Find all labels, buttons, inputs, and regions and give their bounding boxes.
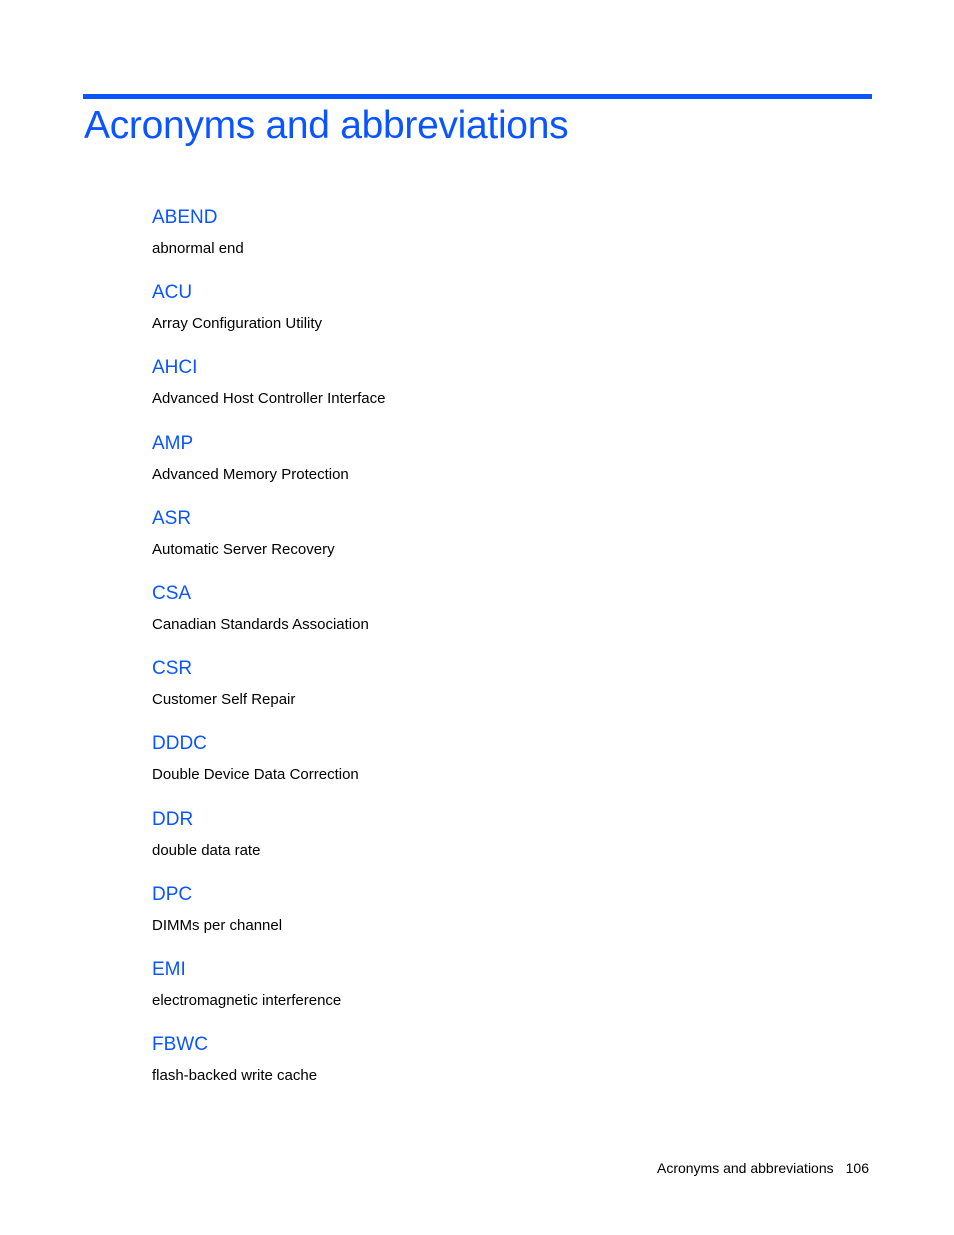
acronym-term[interactable]: ACU	[152, 282, 193, 304]
acronym-definition: abnormal end	[152, 240, 244, 257]
page-footer	[657, 1157, 869, 1179]
acronym-term[interactable]: CSR	[152, 658, 193, 680]
acronym-entry	[152, 430, 852, 505]
acronym-definition: Advanced Host Controller Interface	[152, 390, 386, 408]
acronym-definition: Automatic Server Recovery	[152, 540, 335, 558]
acronym-entry	[152, 204, 852, 279]
acronym-definition: Double Device Data Correction	[152, 766, 359, 784]
acronym-term[interactable]: CSA	[152, 582, 192, 604]
acronym-entry	[152, 505, 852, 580]
acronym-definition: Canadian Standards Association	[152, 615, 369, 633]
acronym-entry	[152, 1031, 852, 1106]
acronym-definition: DIMMs per channel	[152, 916, 283, 934]
acronym-entry	[152, 655, 852, 730]
acronym-term[interactable]: AHCI	[152, 357, 198, 379]
acronym-entry	[152, 956, 852, 1031]
acronym-definition: flash-backed write cache	[152, 1067, 318, 1085]
acronym-term[interactable]: ABEND	[152, 207, 218, 228]
acronym-entry	[152, 881, 852, 956]
acronym-term[interactable]: EMI	[152, 958, 186, 980]
footer-section-title: Acronyms and abbreviations	[656, 1160, 834, 1176]
page-number: 106	[845, 1160, 869, 1176]
acronym-term[interactable]: DPC	[152, 883, 193, 905]
page-title: Acronyms and abbreviations	[84, 104, 569, 147]
title-rule	[83, 94, 872, 99]
acronym-entry	[152, 279, 852, 354]
acronym-term[interactable]: FBWC	[152, 1034, 208, 1056]
acronym-term[interactable]: ASR	[152, 507, 192, 529]
acronym-entry	[152, 806, 852, 881]
acronym-entry	[152, 730, 852, 805]
acronym-term[interactable]: DDDC	[152, 733, 207, 755]
acronym-definition: Advanced Memory Protection	[152, 465, 349, 483]
acronym-entry	[152, 354, 852, 429]
acronym-definition: Customer Self Repair	[152, 691, 296, 709]
acronym-definition: Array Configuration Utility	[152, 315, 323, 333]
acronym-term[interactable]: AMP	[152, 432, 194, 454]
acronym-entry	[152, 580, 852, 655]
acronym-definition: electromagnetic interference	[152, 991, 342, 1009]
acronym-definition: double data rate	[152, 841, 261, 859]
acronym-term[interactable]: DDR	[152, 808, 194, 830]
acronym-list	[152, 204, 852, 1106]
